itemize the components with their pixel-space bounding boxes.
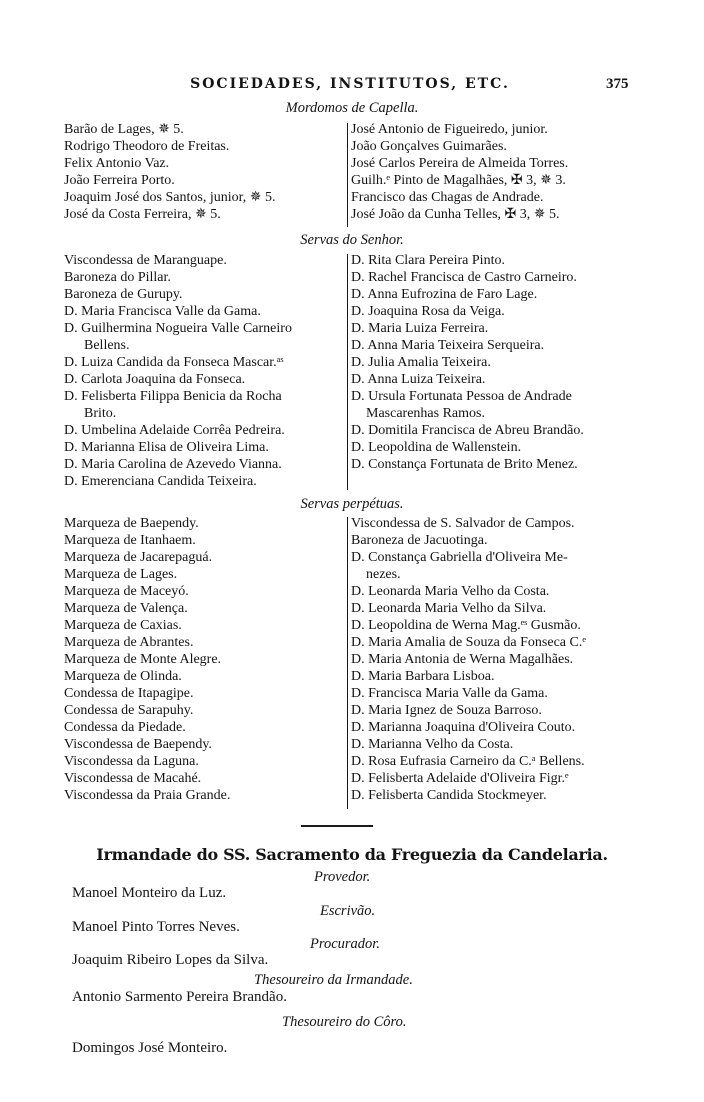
list-entry: João Gonçalves Guimarães. [351,139,507,154]
list-entry: Viscondessa da Praia Grande. [64,788,231,803]
section-title-servas-perpetuas: Servas perpétuas. [300,496,404,512]
irmandade-heading: Irmandade do SS. Sacramento da Freguezia da Candelaria. [96,845,608,864]
list-entry: Marqueza de Jacarepaguá. [64,550,213,565]
list-entry: D. Emerenciana Candida Teixeira. [64,474,257,489]
page-number: 375 [606,76,629,92]
list-entry: Marqueza de Abrantes. [64,635,194,650]
list-entry: Viscondessa de S. Salvador de Campos. [351,516,575,531]
list-entry: D. Marianna Joaquina d'Oliveira Couto. [351,720,576,735]
list-entry: D. Anna Luiza Teixeira. [351,372,486,387]
list-entry: Viscondessa de Baependy. [64,737,212,752]
list-entry: D. Leonarda Maria Velho da Costa. [351,584,550,599]
list-entry: Viscondessa de Maranguape. [64,253,227,268]
list-entry: Joaquim José dos Santos, junior, ✵ 5. [64,190,276,205]
list-entry: José Antonio de Figueiredo, junior. [351,122,548,137]
list-entry: Marqueza de Caxias. [64,618,182,633]
section-title-servas-do-senhor: Servas do Senhor. [300,232,404,248]
mordomos-right-column [346,121,646,223]
list-entry: nezes. [366,567,401,582]
list-entry: D. Constança Fortunata de Brito Menez. [351,457,578,472]
list-entry: Marqueza de Monte Alegre. [64,652,222,667]
list-entry: Marqueza de Maceyó. [64,584,189,599]
list-entry: Marqueza de Olinda. [64,669,182,684]
list-entry: D. Marianna Elisa de Oliveira Lima. [64,440,269,455]
list-entry: D. Maria Francisca Valle da Gama. [64,304,261,319]
list-entry: D. Constança Gabriella d'Oliveira Me- [351,550,568,565]
list-entry: Condessa de Itapagipe. [64,686,194,701]
list-entry: D. Leopoldina de Wallenstein. [351,440,522,455]
provedor-name: Manoel Monteiro da Luz. [72,885,227,901]
list-entry: D. Maria Ignez de Souza Barroso. [351,703,542,718]
list-entry: D. Felisberta Candida Stockmeyer. [351,788,547,803]
section-title-mordomos: Mordomos de Capella. [285,100,419,116]
list-entry: Barão de Lages, ✵ 5. [64,122,184,137]
list-entry: D. Joaquina Rosa da Veiga. [351,304,505,319]
list-entry: D. Maria Antonia de Werna Magalhães. [351,652,574,667]
list-entry: D. Ursula Fortunata Pessoa de Andrade [351,389,572,404]
tesoureiro-irmandade-name: Antonio Sarmento Pereira Brandão. [72,989,287,1005]
list-entry: D. Domitila Francisca de Abreu Brandão. [351,423,584,438]
list-entry: Marqueza de Valença. [64,601,188,616]
list-entry: Viscondessa de Macahé. [64,771,202,786]
list-entry: D. Leopoldina de Werna Mag.ᵉˢ Gusmão. [351,618,581,633]
escrivao-name: Manoel Pinto Torres Neves. [72,919,240,935]
tesoureiro-coro-name: Domingos José Monteiro. [72,1040,228,1056]
list-entry: Baroneza de Gurupy. [64,287,183,302]
list-entry: Baroneza de Jacuotinga. [351,533,488,548]
list-entry: D. Anna Eufrozina de Faro Lage. [351,287,538,302]
list-entry: Baroneza do Pillar. [64,270,171,285]
list-entry: D. Maria Barbara Lisboa. [351,669,495,684]
list-entry: Mascarenhas Ramos. [366,406,485,421]
list-entry: Francisco das Chagas de Andrade. [351,190,544,205]
list-entry: D. Umbelina Adelaide Corrêa Pedreira. [64,423,285,438]
servas-perpetuas-right-column [346,515,646,804]
mordomos-left-column [64,121,344,223]
servas-senhor-left-column [64,252,346,490]
list-entry: D. Rosa Eufrasia Carneiro da C.ᵃ Bellens. [351,754,585,769]
list-entry: Marqueza de Baependy. [64,516,199,531]
list-entry: D. Carlota Joaquina da Fonseca. [64,372,246,387]
list-entry: Marqueza de Lages. [64,567,178,582]
role-label-tesoureiro-coro: Thesoureiro do Côro. [282,1014,407,1030]
list-entry: D. Francisca Maria Valle da Gama. [351,686,548,701]
running-head: SOCIEDADES, INSTITUTOS, ETC. [190,76,510,92]
list-entry: D. Maria Luiza Ferreira. [351,321,489,336]
role-label-tesoureiro-irmandade: Thesoureiro da Irmandade. [254,972,413,988]
list-entry: José da Costa Ferreira, ✵ 5. [64,207,221,222]
list-entry: João Ferreira Porto. [64,173,175,188]
list-entry: D. Luiza Candida da Fonseca Mascar.ᵃˢ [64,355,284,370]
list-entry: D. Rachel Francisca de Castro Carneiro. [351,270,577,285]
list-entry: D. Maria Carolina de Azevedo Vianna. [64,457,282,472]
role-label-procurador: Procurador. [310,936,380,952]
list-entry: D. Guilhermina Nogueira Valle Carneiro [64,321,292,336]
list-entry: D. Anna Maria Teixeira Serqueira. [351,338,545,353]
list-entry: Condessa da Piedade. [64,720,186,735]
list-entry: D. Rita Clara Pereira Pinto. [351,253,505,268]
list-entry: D. Leonarda Maria Velho da Silva. [351,601,547,616]
list-entry: Guilh.ᵉ Pinto de Magalhães, ✠ 3, ✵ 3. [351,173,566,188]
list-entry: Brito. [84,406,117,421]
servas-senhor-right-column [346,252,646,473]
list-entry: Condessa de Sarapuhy. [64,703,194,718]
list-entry: D. Maria Amalia de Souza da Fonseca C.ᵉ [351,635,586,650]
list-entry: Viscondessa da Laguna. [64,754,199,769]
procurador-name: Joaquim Ribeiro Lopes da Silva. [72,952,269,968]
list-entry: Bellens. [84,338,130,353]
servas-perpetuas-left-column [64,515,344,804]
role-label-escrivao: Escrivão. [320,903,376,919]
list-entry: Rodrigo Theodoro de Freitas. [64,139,230,154]
list-entry: D. Felisberta Adelaide d'Oliveira Figr.ᵉ [351,771,569,786]
list-entry: José João da Cunha Telles, ✠ 3, ✵ 5. [351,207,560,222]
list-entry: Marqueza de Itanhaem. [64,533,196,548]
list-entry: Felix Antonio Vaz. [64,156,170,171]
role-label-provedor: Provedor. [314,869,371,885]
list-entry: José Carlos Pereira de Almeida Torres. [351,156,569,171]
list-entry: D. Julia Amalia Teixeira. [351,355,491,370]
list-entry: D. Felisberta Filippa Benicia da Rocha [64,389,282,404]
section-separator [301,825,373,827]
list-entry: D. Marianna Velho da Costa. [351,737,514,752]
